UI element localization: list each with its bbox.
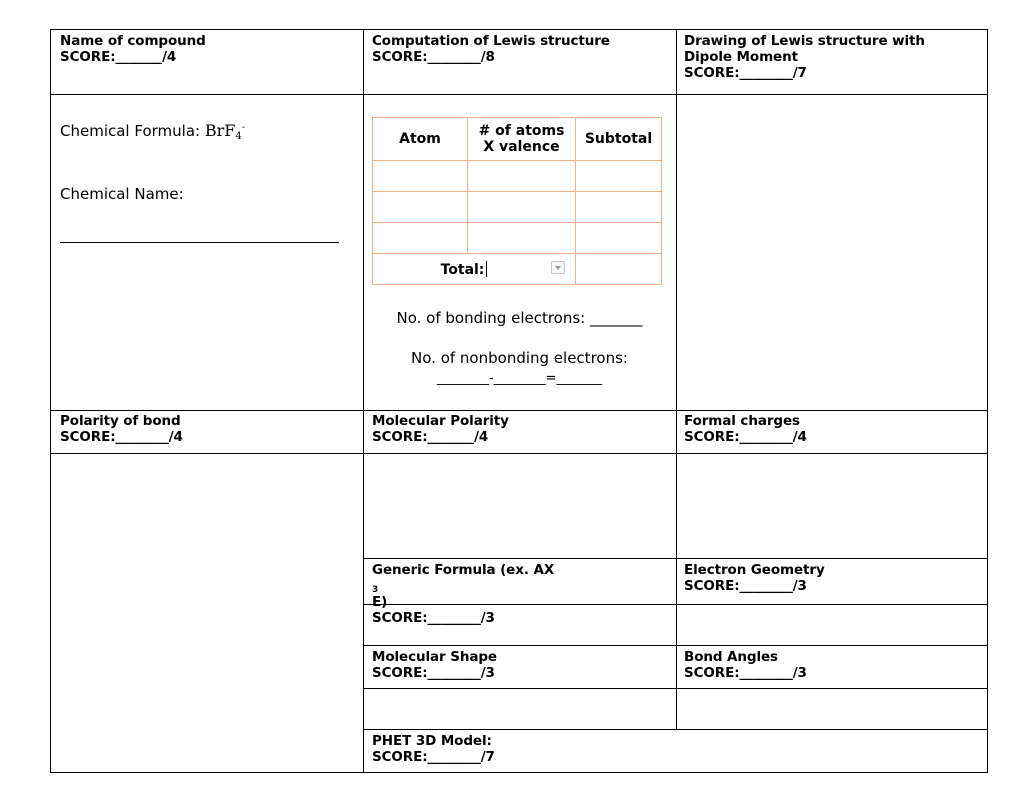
table-row <box>373 161 662 192</box>
molecular-polarity-header <box>372 413 509 445</box>
table-cell[interactable] <box>468 161 576 192</box>
table-cell[interactable] <box>576 192 662 223</box>
name-of-compound-header <box>60 33 206 65</box>
score-field: SCORE:________/3 <box>684 665 807 681</box>
computation-header <box>372 33 610 65</box>
table-cell[interactable] <box>373 223 468 254</box>
nonbonding-electrons-label: No. of nonbonding electrons: <box>411 349 628 367</box>
score-field: SCORE:________/4 <box>684 429 807 445</box>
column-header-atom: Atom <box>373 118 468 161</box>
header-title: Bond Angles <box>684 649 778 665</box>
header-title: Name of compound <box>60 33 206 49</box>
nonbonding-electrons-formula: ________-________=_______ <box>436 371 603 386</box>
header-title-continued: Dipole Moment <box>684 49 798 65</box>
chemical-formula <box>60 121 245 140</box>
formula-value <box>205 121 245 140</box>
molecular-shape-header <box>372 649 497 681</box>
header-title: Computation of Lewis structure <box>372 33 610 49</box>
score-field: SCORE:________/3 <box>372 665 495 681</box>
formula-subscript: 4 <box>235 131 242 142</box>
electron-geometry-header <box>684 562 825 594</box>
title-prefix: Generic Formula (ex. AX <box>372 562 555 578</box>
header-title: Formal charges <box>684 413 800 429</box>
grid-line <box>50 410 988 411</box>
table-cell[interactable] <box>468 223 576 254</box>
column-header-atoms-valence <box>468 118 576 161</box>
total-label <box>441 262 488 278</box>
formula-main: BrF <box>204 121 236 140</box>
total-label-text: Total: <box>440 261 485 278</box>
table-row <box>373 223 662 254</box>
header-title: Molecular Shape <box>372 649 497 665</box>
header-title <box>372 562 554 610</box>
score-field: SCORE:________/7 <box>372 749 495 765</box>
atom-valence-table <box>372 117 662 285</box>
formal-charges-header <box>684 413 807 445</box>
header-title: Molecular Polarity <box>372 413 509 429</box>
grid-line <box>363 645 988 646</box>
table-header-row <box>373 118 662 161</box>
grid-line <box>363 729 988 730</box>
table-cell[interactable] <box>576 161 662 192</box>
text-caret <box>486 261 487 277</box>
polarity-of-bond-header <box>60 413 183 445</box>
table-cell[interactable] <box>576 223 662 254</box>
score-field: SCORE:_______/4 <box>372 429 489 445</box>
formula-charge: - <box>241 122 246 133</box>
total-row <box>373 254 662 285</box>
grid-line <box>50 94 988 95</box>
header-title: Polarity of bond <box>60 413 181 429</box>
score-field: SCORE:_______/4 <box>60 49 177 65</box>
score-field: SCORE:________/8 <box>372 49 495 65</box>
bonding-electrons: No. of bonding electrons: _______ <box>396 309 643 327</box>
generic-formula-header <box>372 562 554 626</box>
table-cell[interactable] <box>373 192 468 223</box>
score-field: SCORE:________/3 <box>372 610 495 626</box>
total-value-cell[interactable] <box>576 254 662 285</box>
grid-line <box>676 29 677 729</box>
title-subscript: 3 <box>372 585 379 595</box>
grid-line <box>50 453 988 454</box>
header-line: X valence <box>483 139 560 155</box>
grid-line <box>363 29 364 773</box>
score-field: SCORE:________/3 <box>684 578 807 594</box>
phet-3d-model-header <box>372 733 495 765</box>
title-suffix: E) <box>372 594 388 610</box>
score-field: SCORE:________/7 <box>684 65 807 81</box>
drawing-header <box>684 33 925 81</box>
chemical-name-blank[interactable] <box>60 242 339 243</box>
table-cell[interactable] <box>468 192 576 223</box>
grid-line <box>363 558 988 559</box>
header-title: Electron Geometry <box>684 562 825 578</box>
header-line: # of atoms <box>478 123 565 139</box>
dropdown-arrow-icon[interactable] <box>551 261 565 274</box>
bond-angles-header <box>684 649 807 681</box>
header-title: PHET 3D Model: <box>372 733 492 749</box>
table-cell[interactable] <box>373 161 468 192</box>
score-field: SCORE:________/4 <box>60 429 183 445</box>
table-row <box>373 192 662 223</box>
chemical-name-label: Chemical Name: <box>60 185 184 203</box>
column-header-subtotal: Subtotal <box>576 118 662 161</box>
formula-label: Chemical Formula: <box>60 122 205 140</box>
grid-line <box>363 688 988 689</box>
header-title: Drawing of Lewis structure with <box>684 33 925 49</box>
total-field[interactable] <box>373 254 576 285</box>
